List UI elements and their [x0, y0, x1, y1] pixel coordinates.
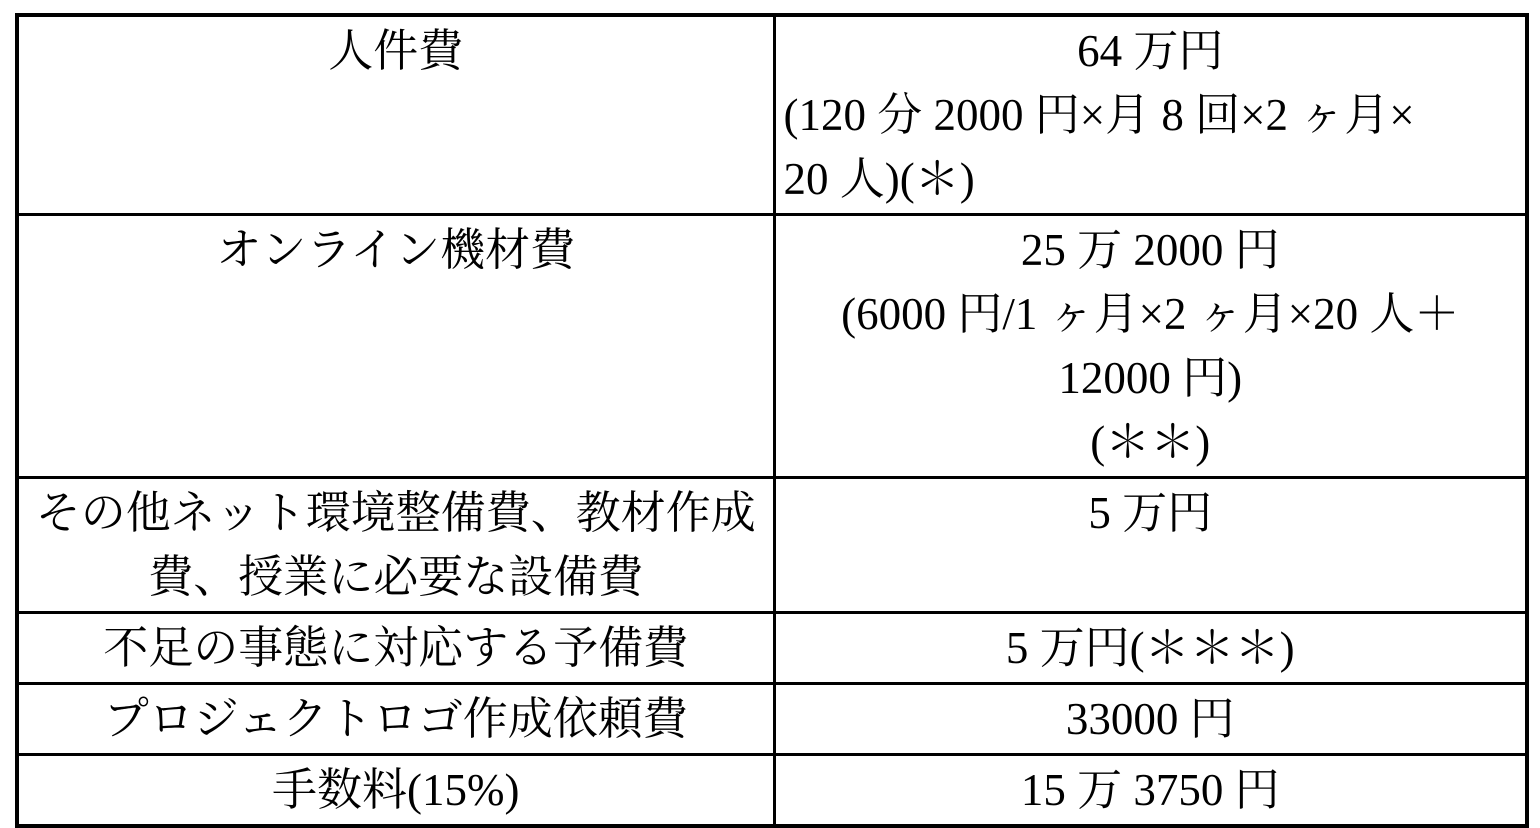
- cost-item-cell: [17, 755, 774, 827]
- cost-amount-cell: [774, 215, 1527, 478]
- cell-line: 12000 円): [1058, 353, 1243, 403]
- cell-line: 25 万 2000 円: [1020, 225, 1280, 275]
- cell-line: 人件費: [328, 26, 464, 76]
- cell-line: 5 万円(＊＊＊): [1005, 623, 1295, 673]
- cell-line: 手数料(15%): [272, 765, 520, 815]
- cell-line: (120 分 2000 円×月 8 回×2 ヶ月×: [783, 90, 1415, 140]
- table-row: [17, 478, 1527, 613]
- cost-amount-cell: [774, 755, 1527, 827]
- cell-line: 15 万 3750 円: [1020, 765, 1280, 815]
- cost-item-cell: [17, 478, 774, 613]
- cost-item-cell: [17, 215, 774, 478]
- cost-amount-cell: [774, 684, 1527, 755]
- cell-line: 33000 円: [1065, 694, 1235, 744]
- cost-item-cell: [17, 613, 774, 684]
- cost-amount-cell: [774, 478, 1527, 613]
- cell-line: オンライン機材費: [216, 225, 576, 275]
- cell-line: 64 万円: [1077, 26, 1224, 76]
- cell-line: (6000 円/1 ヶ月×2 ヶ月×20 人＋: [841, 289, 1460, 339]
- cell-line: 20 人)(＊): [783, 154, 975, 204]
- cell-line: 不足の事態に対応する予備費: [103, 623, 689, 673]
- cost-item-cell: [17, 15, 774, 215]
- table-row: [17, 15, 1527, 215]
- table-row: [17, 755, 1527, 827]
- cell-line: その他ネット環境整備費、教材作成: [35, 488, 756, 538]
- budget-table-body: [17, 15, 1527, 826]
- table-row: [17, 684, 1527, 755]
- cell-line: プロジェクトロゴ作成依頼費: [103, 694, 688, 744]
- cost-amount-cell: [774, 613, 1527, 684]
- cell-line: 費、授業に必要な設備費: [148, 552, 644, 602]
- table-row: [17, 613, 1527, 684]
- cost-amount-cell: [774, 15, 1527, 215]
- budget-table: [15, 13, 1529, 828]
- table-row: [17, 215, 1527, 478]
- cost-item-cell: [17, 684, 774, 755]
- cell-line: (＊＊): [1090, 417, 1211, 467]
- cell-line: 5 万円: [1088, 488, 1213, 538]
